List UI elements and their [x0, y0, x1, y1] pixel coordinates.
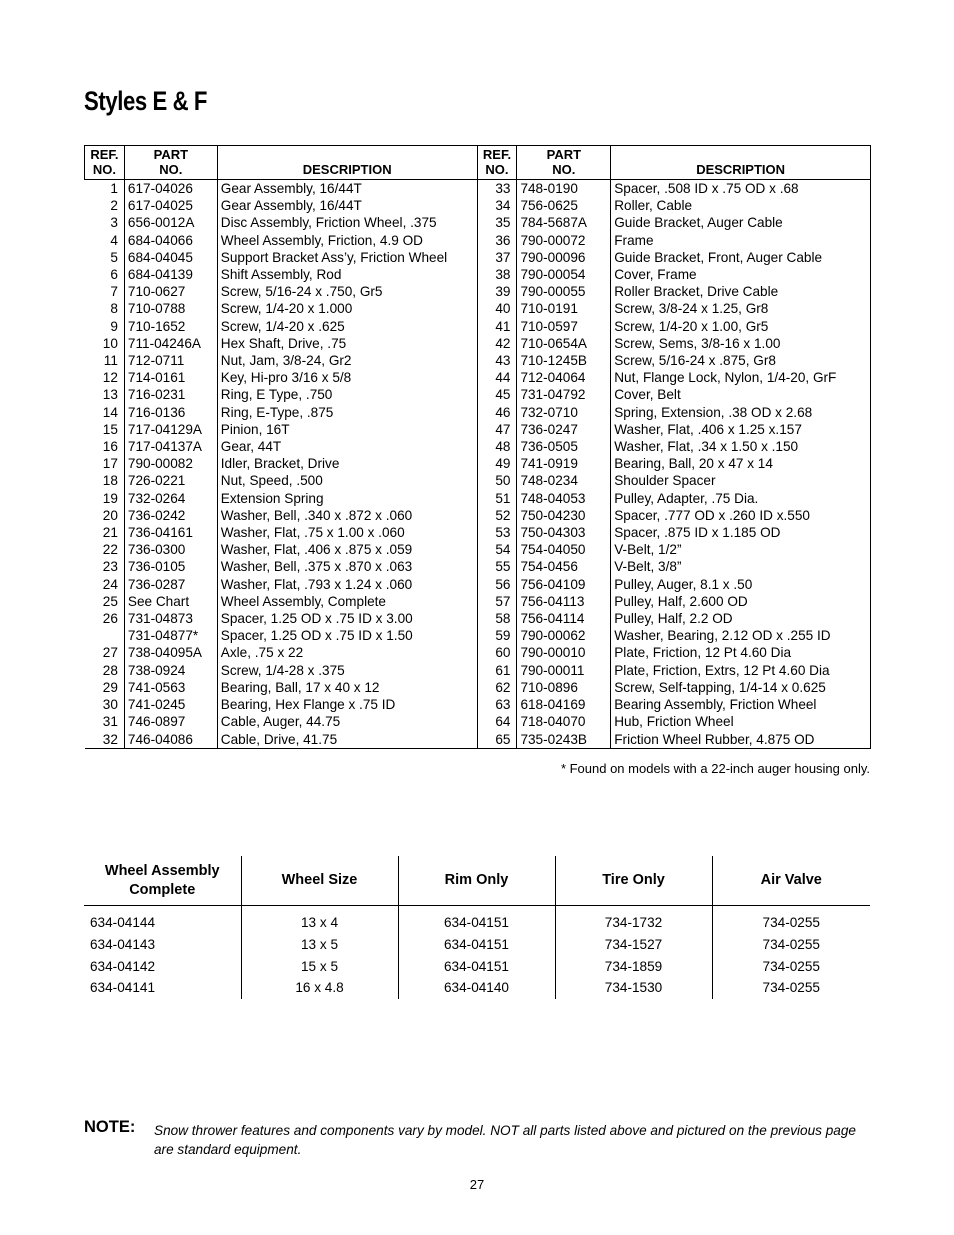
wheel-assembly-cell: 634-04143	[90, 937, 156, 953]
description-cell: Washer, Bell, .340 x .872 x .060	[217, 507, 477, 524]
part-no-cell: 750-04230	[517, 507, 611, 524]
part-no-cell: 684-04045	[124, 249, 217, 266]
description-cell: Hub, Friction Wheel	[611, 713, 871, 730]
ref-no-cell: 24	[102, 576, 118, 592]
description-cell: Spacer, .508 ID x .75 OD x .68	[611, 180, 871, 198]
wheel-assembly-cell: 634-04144	[90, 915, 156, 931]
description-cell: Pulley, Half, 2.600 OD	[611, 593, 871, 610]
part-no-cell: 710-0896	[517, 679, 611, 696]
part-no-cell: 710-0191	[517, 300, 611, 317]
table-row	[85, 472, 871, 489]
ref-no-cell: 3	[110, 215, 118, 231]
table-row	[84, 955, 870, 977]
description-cell: Screw, Self-tapping, 1/4-14 x 0.625	[611, 679, 871, 696]
ref-no-cell: 53	[477, 524, 517, 541]
table-row	[85, 318, 871, 335]
part-no-cell: 746-04086	[124, 731, 217, 749]
description-cell: Spring, Extension, .38 OD x 2.68	[611, 404, 871, 421]
part-no-cell: 790-00096	[517, 249, 611, 266]
description-cell: Cable, Drive, 41.75	[217, 731, 477, 749]
table-row	[85, 558, 871, 575]
part-no-cell: 716-0231	[124, 386, 217, 403]
ref-no-cell: 46	[477, 404, 517, 421]
description-cell: Screw, 3/8-24 x 1.25, Gr8	[611, 300, 871, 317]
header-rim-only: Rim Only	[398, 856, 555, 906]
ref-no-cell: 31	[102, 714, 118, 730]
description-cell: Spacer, 1.25 OD x .75 ID x 3.00	[217, 610, 477, 627]
table-row	[85, 455, 871, 472]
ref-no-cell: 40	[477, 300, 517, 317]
description-cell: Roller, Cable	[611, 197, 871, 214]
description-cell: Disc Assembly, Friction Wheel, .375	[217, 214, 477, 231]
ref-no-cell: 41	[477, 318, 517, 335]
part-no-cell: 736-0300	[124, 541, 217, 558]
part-no-cell: 618-04169	[517, 696, 611, 713]
part-no-cell: 754-04050	[517, 541, 611, 558]
part-no-cell: 710-0597	[517, 318, 611, 335]
description-cell: Spacer, 1.25 OD x .75 ID x 1.50	[217, 627, 477, 644]
ref-no-cell: 62	[477, 679, 517, 696]
wheel-valve-cell: 734-0255	[712, 977, 870, 999]
description-cell: Washer, Flat, .75 x 1.00 x .060	[217, 524, 477, 541]
ref-no-cell: 10	[102, 335, 118, 351]
wheel-rim-cell: 634-04151	[398, 906, 555, 934]
part-no-cell: 731-04792	[517, 386, 611, 403]
description-cell: Bearing, Ball, 17 x 40 x 12	[217, 679, 477, 696]
part-no-cell: 710-0788	[124, 300, 217, 317]
table-row	[85, 214, 871, 231]
part-no-cell: 741-0563	[124, 679, 217, 696]
part-no-cell: 738-04095A	[124, 644, 217, 661]
part-no-cell: 741-0919	[517, 455, 611, 472]
table-row	[85, 679, 871, 696]
ref-no-cell: 44	[477, 369, 517, 386]
part-no-cell: 684-04139	[124, 266, 217, 283]
description-cell: Idler, Bracket, Drive	[217, 455, 477, 472]
ref-no-cell: 17	[102, 456, 118, 472]
ref-no-cell: 2	[110, 198, 118, 214]
ref-no-cell: 7	[110, 284, 118, 300]
part-no-cell: 748-0190	[517, 180, 611, 198]
ref-no-cell: 14	[102, 404, 118, 420]
description-cell: Washer, Bearing, 2.12 OD x .255 ID	[611, 627, 871, 644]
part-no-cell: 754-0456	[517, 558, 611, 575]
page-number: 27	[469, 1177, 485, 1192]
table-row	[85, 249, 871, 266]
ref-no-cell: 59	[477, 627, 517, 644]
part-no-cell: 656-0012A	[124, 214, 217, 231]
ref-no-cell: 23	[102, 559, 118, 575]
ref-no-cell: 55	[477, 558, 517, 575]
description-cell: Bearing, Hex Flange x .75 ID	[217, 696, 477, 713]
ref-no-cell: 5	[110, 249, 118, 265]
ref-no-cell: 37	[477, 249, 517, 266]
ref-no-cell: 21	[102, 525, 118, 541]
table-row	[85, 180, 871, 198]
note-text: Snow thrower features and components vary by model. NOT all parts listed above and pictured on the previous page are standard equipment.	[154, 1123, 856, 1157]
ref-no-cell: 63	[477, 696, 517, 713]
wheel-valve-cell: 734-0255	[712, 955, 870, 977]
wheel-tire-cell: 734-1527	[555, 934, 712, 956]
part-no-cell: 790-00055	[517, 283, 611, 300]
table-row	[85, 283, 871, 300]
description-cell: Nut, Speed, .500	[217, 472, 477, 489]
ref-no-cell: 64	[477, 713, 517, 730]
part-no-cell: 617-04025	[124, 197, 217, 214]
wheel-tire-cell: 734-1732	[555, 906, 712, 934]
description-cell: Cover, Belt	[611, 386, 871, 403]
description-cell: Washer, Flat, .34 x 1.50 x .150	[611, 438, 871, 455]
part-no-cell: 726-0221	[124, 472, 217, 489]
part-no-cell: 750-04303	[517, 524, 611, 541]
ref-no-cell: 39	[477, 283, 517, 300]
table-row	[85, 300, 871, 317]
page-title: Styles E & F	[84, 86, 208, 116]
description-cell: Pulley, Half, 2.2 OD	[611, 610, 871, 627]
description-cell: Ring, E Type, .750	[217, 386, 477, 403]
description-cell: Wheel Assembly, Complete	[217, 593, 477, 610]
ref-no-cell: 4	[110, 232, 118, 248]
part-no-cell: 736-0287	[124, 576, 217, 593]
table-row	[85, 662, 871, 679]
ref-no-cell: 42	[477, 335, 517, 352]
description-cell: Roller Bracket, Drive Cable	[611, 283, 871, 300]
ref-no-cell: 8	[110, 301, 118, 317]
wheel-assembly-cell: 634-04142	[90, 958, 156, 974]
description-cell: Washer, Flat, .406 x .875 x .059	[217, 541, 477, 558]
header-part-no: PART NO.	[124, 146, 217, 180]
description-cell: Ring, E-Type, .875	[217, 404, 477, 421]
table-row	[85, 524, 871, 541]
part-no-cell: 748-0234	[517, 472, 611, 489]
part-no-cell: 736-04161	[124, 524, 217, 541]
ref-no-cell: 11	[103, 353, 118, 369]
part-no-cell: 736-0247	[517, 421, 611, 438]
table-row	[84, 977, 870, 999]
part-no-cell: 790-00054	[517, 266, 611, 283]
ref-no-cell: 61	[477, 662, 517, 679]
part-no-cell: 746-0897	[124, 713, 217, 730]
wheel-assembly-cell: 634-04141	[90, 980, 156, 996]
ref-no-cell: 58	[477, 610, 517, 627]
part-no-cell: 790-00010	[517, 644, 611, 661]
description-cell: Spacer, .875 ID x 1.185 OD	[611, 524, 871, 541]
header-part-no: PART NO.	[517, 146, 611, 180]
part-no-cell: 756-04109	[517, 576, 611, 593]
description-cell: Bearing, Ball, 20 x 47 x 14	[611, 455, 871, 472]
description-cell: Support Bracket Ass’y, Friction Wheel	[217, 249, 477, 266]
ref-no-cell: 27	[102, 645, 118, 661]
description-cell: Pinion, 16T	[217, 421, 477, 438]
table-row	[85, 696, 871, 713]
description-cell: Guide Bracket, Auger Cable	[611, 214, 871, 231]
description-cell: Friction Wheel Rubber, 4.875 OD	[611, 731, 871, 749]
wheel-valve-cell: 734-0255	[712, 906, 870, 934]
ref-no-cell: 15	[102, 421, 118, 437]
part-no-cell: 714-0161	[124, 369, 217, 386]
ref-no-cell: 26	[102, 611, 118, 627]
description-cell: Washer, Flat, .406 x 1.25 x.157	[611, 421, 871, 438]
wheel-size-cell: 13 x 4	[241, 906, 398, 934]
ref-no-cell	[85, 627, 125, 644]
ref-no-cell: 6	[110, 267, 118, 283]
description-cell: Gear Assembly, 16/44T	[217, 197, 477, 214]
wheel-tire-cell: 734-1530	[555, 977, 712, 999]
ref-no-cell: 20	[102, 507, 118, 523]
part-no-cell: 741-0245	[124, 696, 217, 713]
table-row	[85, 335, 871, 352]
table-row	[85, 731, 871, 749]
part-no-cell: 731-04877*	[124, 627, 217, 644]
description-cell: Gear Assembly, 16/44T	[217, 180, 477, 198]
description-cell: Screw, Sems, 3/8-16 x 1.00	[611, 335, 871, 352]
ref-no-cell: 9	[110, 318, 118, 334]
table-row	[84, 934, 870, 956]
wheel-assembly-table	[84, 856, 870, 999]
ref-no-cell: 47	[477, 421, 517, 438]
part-no-cell: 717-04137A	[124, 438, 217, 455]
ref-no-cell: 54	[477, 541, 517, 558]
part-no-cell: 735-0243B	[517, 731, 611, 749]
description-cell: Frame	[611, 232, 871, 249]
part-no-cell: 790-00082	[124, 455, 217, 472]
description-cell: Screw, 5/16-24 x .875, Gr8	[611, 352, 871, 369]
table-row	[85, 352, 871, 369]
description-cell: Washer, Bell, .375 x .870 x .063	[217, 558, 477, 575]
wheel-size-cell: 16 x 4.8	[241, 977, 398, 999]
table-row	[85, 627, 871, 644]
part-no-cell: 756-04114	[517, 610, 611, 627]
part-no-cell: 736-0242	[124, 507, 217, 524]
description-cell: Guide Bracket, Front, Auger Cable	[611, 249, 871, 266]
part-no-cell: 736-0105	[124, 558, 217, 575]
part-no-cell: 717-04129A	[124, 421, 217, 438]
part-no-cell: 732-0264	[124, 490, 217, 507]
ref-no-cell: 52	[477, 507, 517, 524]
table-row	[85, 266, 871, 283]
description-cell: Nut, Flange Lock, Nylon, 1/4-20, GrF	[611, 369, 871, 386]
part-no-cell: 617-04026	[124, 180, 217, 198]
description-cell: Plate, Friction, Extrs, 12 Pt 4.60 Dia	[611, 662, 871, 679]
ref-no-cell: 13	[102, 387, 118, 403]
description-cell: Shoulder Spacer	[611, 472, 871, 489]
part-no-cell: 712-0711	[124, 352, 217, 369]
description-cell: Pulley, Auger, 8.1 x .50	[611, 576, 871, 593]
part-no-cell: See Chart	[124, 593, 217, 610]
ref-no-cell: 48	[477, 438, 517, 455]
ref-no-cell: 36	[477, 232, 517, 249]
ref-no-cell: 29	[102, 679, 118, 695]
part-no-cell: 756-04113	[517, 593, 611, 610]
wheel-valve-cell: 734-0255	[712, 934, 870, 956]
ref-no-cell: 56	[477, 576, 517, 593]
table-row	[85, 386, 871, 403]
header-ref-no: REF. NO.	[85, 146, 125, 180]
description-cell: Cover, Frame	[611, 266, 871, 283]
description-cell: Nut, Jam, 3/8-24, Gr2	[217, 352, 477, 369]
parts-table-header	[85, 146, 871, 180]
table-row	[85, 644, 871, 661]
part-no-cell: 731-04873	[124, 610, 217, 627]
footnote: * Found on models with a 22-inch auger housing only.	[560, 761, 870, 776]
table-row	[85, 232, 871, 249]
description-cell: Cable, Auger, 44.75	[217, 713, 477, 730]
description-cell: Pulley, Adapter, .75 Dia.	[611, 490, 871, 507]
ref-no-cell: 51	[477, 490, 517, 507]
table-row	[85, 490, 871, 507]
table-row	[85, 713, 871, 730]
description-cell: Key, Hi-pro 3/16 x 5/8	[217, 369, 477, 386]
part-no-cell: 790-00062	[517, 627, 611, 644]
part-no-cell: 684-04066	[124, 232, 217, 249]
part-no-cell: 738-0924	[124, 662, 217, 679]
description-cell: Hex Shaft, Drive, .75	[217, 335, 477, 352]
part-no-cell: 790-00011	[517, 662, 611, 679]
part-no-cell: 710-1245B	[517, 352, 611, 369]
description-cell: Plate, Friction, 12 Pt 4.60 Dia	[611, 644, 871, 661]
description-cell: Washer, Flat, .793 x 1.24 x .060	[217, 576, 477, 593]
description-cell: Spacer, .777 OD x .260 ID x.550	[611, 507, 871, 524]
ref-no-cell: 25	[102, 593, 118, 609]
description-cell: Gear, 44T	[217, 438, 477, 455]
part-no-cell: 756-0625	[517, 197, 611, 214]
header-description: DESCRIPTION	[611, 146, 871, 180]
wheel-rim-cell: 634-04140	[398, 977, 555, 999]
wheel-size-cell: 13 x 5	[241, 934, 398, 956]
ref-no-cell: 32	[85, 731, 125, 749]
header-description: DESCRIPTION	[217, 146, 477, 180]
ref-no-cell: 34	[477, 197, 517, 214]
table-row	[85, 610, 871, 627]
part-no-cell: 710-1652	[124, 318, 217, 335]
table-row	[85, 369, 871, 386]
description-cell: V-Belt, 3/8”	[611, 558, 871, 575]
description-cell: Screw, 1/4-20 x 1.000	[217, 300, 477, 317]
part-no-cell: 732-0710	[517, 404, 611, 421]
wheel-table-header	[84, 856, 870, 906]
description-cell: Screw, 1/4-20 x 1.00, Gr5	[611, 318, 871, 335]
table-row	[85, 197, 871, 214]
ref-no-cell: 65	[477, 731, 517, 749]
ref-no-cell: 16	[102, 439, 118, 455]
description-cell: Screw, 1/4-20 x .625	[217, 318, 477, 335]
description-cell: Wheel Assembly, Friction, 4.9 OD	[217, 232, 477, 249]
part-no-cell: 748-04053	[517, 490, 611, 507]
ref-no-cell: 49	[477, 455, 517, 472]
description-cell: Screw, 1/4-28 x .375	[217, 662, 477, 679]
wheel-rim-cell: 634-04151	[398, 934, 555, 956]
ref-no-cell: 19	[102, 490, 118, 506]
description-cell: V-Belt, 1/2”	[611, 541, 871, 558]
part-no-cell: 710-0654A	[517, 335, 611, 352]
table-row	[85, 576, 871, 593]
part-no-cell: 710-0627	[124, 283, 217, 300]
description-cell: Screw, 5/16-24 x .750, Gr5	[217, 283, 477, 300]
description-cell: Bearing Assembly, Friction Wheel	[611, 696, 871, 713]
ref-no-cell: 50	[477, 472, 517, 489]
table-row	[85, 404, 871, 421]
table-row	[85, 438, 871, 455]
ref-no-cell: 1	[110, 181, 118, 196]
wheel-rim-cell: 634-04151	[398, 955, 555, 977]
ref-no-cell: 35	[477, 214, 517, 231]
ref-no-cell: 28	[102, 662, 118, 678]
table-row	[85, 507, 871, 524]
table-row	[85, 541, 871, 558]
description-cell: Extension Spring	[217, 490, 477, 507]
description-cell: Shift Assembly, Rod	[217, 266, 477, 283]
description-cell: Axle, .75 x 22	[217, 644, 477, 661]
table-row	[85, 593, 871, 610]
ref-no-cell: 60	[477, 644, 517, 661]
ref-no-cell: 57	[477, 593, 517, 610]
ref-no-cell: 12	[102, 370, 118, 386]
ref-no-cell: 43	[477, 352, 517, 369]
header-wheel-assembly: Wheel Assembly Complete	[84, 856, 241, 906]
ref-no-cell: 22	[102, 542, 118, 558]
ref-no-cell: 38	[477, 266, 517, 283]
header-wheel-size: Wheel Size	[241, 856, 398, 906]
part-no-cell: 718-04070	[517, 713, 611, 730]
part-no-cell: 712-04064	[517, 369, 611, 386]
ref-no-cell: 30	[102, 697, 118, 713]
ref-no-cell: 18	[102, 473, 118, 489]
part-no-cell: 736-0505	[517, 438, 611, 455]
ref-no-cell: 33	[477, 180, 517, 198]
header-tire-only: Tire Only	[555, 856, 712, 906]
part-no-cell: 790-00072	[517, 232, 611, 249]
wheel-size-cell: 15 x 5	[241, 955, 398, 977]
table-row	[84, 906, 870, 934]
part-no-cell: 711-04246A	[124, 335, 217, 352]
wheel-tire-cell: 734-1859	[555, 955, 712, 977]
ref-no-cell: 45	[477, 386, 517, 403]
header-air-valve: Air Valve	[712, 856, 870, 906]
part-no-cell: 716-0136	[124, 404, 217, 421]
header-ref-no: REF. NO.	[477, 146, 517, 180]
table-row	[85, 421, 871, 438]
note-label: NOTE:	[84, 1118, 136, 1136]
part-no-cell: 784-5687A	[517, 214, 611, 231]
parts-table	[84, 145, 871, 749]
